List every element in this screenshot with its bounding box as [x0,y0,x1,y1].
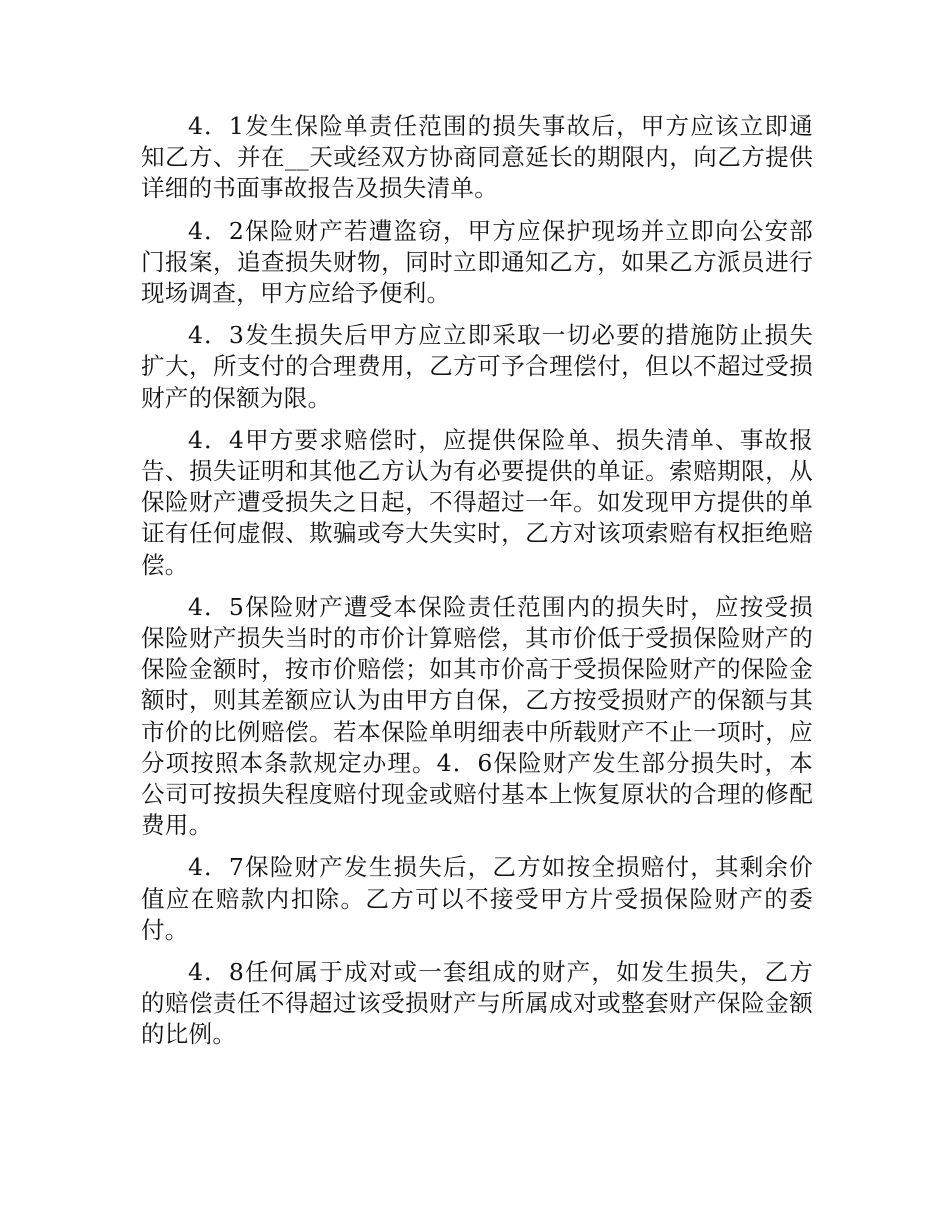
clause-4-7: 4．7保险财产发生损失后，乙方如按全损赔付，其剩余价值应在赔款内扣除。乙方可以不接受甲方片受损保险财产的委付。 [141,853,813,944]
clause-4-8: 4．8任何属于成对或一套组成的财产，如发生损失，乙方的赔偿责任不得超过该受损财产与所属成对或整套财产保险金额的比例。 [141,958,813,1049]
clause-4-2: 4．2保险财产若遭盗窃，甲方应保护现场并立即向公安部门报案，追查损失财物，同时立即通知乙方，如果乙方派员进行现场调查，甲方应给予便利。 [141,216,813,308]
clause-4-4: 4．4甲方要求赔偿时，应提供保险单、损失清单、事故报告、损失证明和其他乙方认为有必要提供的单证。索赔期限，从保险财产遭受损失之日起，不得超过一年。如发现甲方提供的单证有任何虚假、欺骗或夸大失实时，乙方对该项索赔有权拒绝赔偿。 [141,425,813,579]
clause-4-1: 4．1发生保险单责任范围的损失事故后，甲方应该立即通知乙方、并在__天或经双方协商同意延长的期限内，向乙方提供详细的书面事故报告及损失清单。 [141,112,813,203]
document-body [141,111,813,1062]
clause-4-5-4-6: 4．5保险财产遭受本保险责任范围内的损失时，应按受损保险财产损失当时的市价计算赔偿，其市价低于受损保险财产的保险金额时，按市价赔偿；如其市价高于受损保险财产的保险金额时，则其差额应认为由甲方自保，乙方按受损财产的保额与其市价的比例赔偿。若本保险单明细表中所载财产不止一项时，应分项按照本条款规定办理。4．6保险财产发生部分损失时，本公司可按损失程度赔付现金或赔付基本上恢复原状的合理的修配费用。 [141,592,813,840]
clause-4-3: 4．3发生损失后甲方应立即采取一切必要的措施防止损失扩大，所支付的合理费用，乙方可予合理偿付，但以不超过受损财产的保额为限。 [141,321,813,412]
